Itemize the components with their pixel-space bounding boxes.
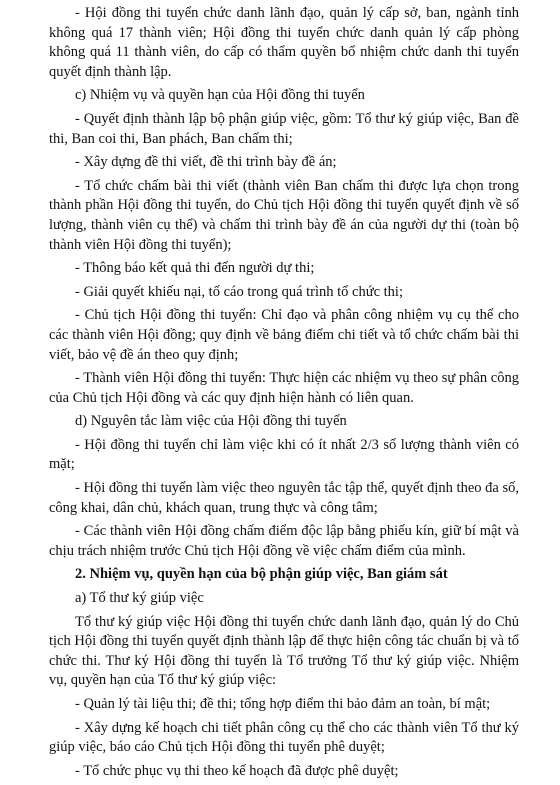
subsection-heading: d) Nguyên tắc làm việc của Hội đồng thi tuyển xyxy=(75,413,347,430)
subsection-heading: c) Nhiệm vụ và quyền hạn của Hội đồng thi tuyển xyxy=(75,87,365,104)
document-page xyxy=(49,4,519,785)
paragraph: - Các thành viên Hội đồng chấm điểm độc lập bằng phiếu kín, giữ bí mật và chịu trách nhiệm trước Chủ tịch Hội đồng về việc chấm điểm của mình. xyxy=(49,523,519,559)
paragraph: - Hội đồng thi tuyển chỉ làm việc khi có ít nhất 2/3 số lượng thành viên có mặt; xyxy=(49,436,519,473)
paragraph: - Hội đồng thi tuyển làm việc theo nguyên tắc tập thể, quyết định theo đa số, công khai, dân chủ, khách quan, trung thực và công tâm; xyxy=(49,480,519,516)
paragraph: - Xây dựng đề thi viết, đề thi trình bày đề án; xyxy=(75,154,337,171)
paragraph: - Thông báo kết quả thi đến người dự thi; xyxy=(75,260,315,277)
subsection-heading: a) Tổ thư ký giúp việc xyxy=(75,590,204,607)
paragraph: - Quyết định thành lập bộ phận giúp việc, gồm: Tổ thư ký giúp việc, Ban đề thi, Ban coi thi, Ban phách, Ban chấm thi; xyxy=(49,110,519,147)
paragraph: Tổ thư ký giúp việc Hội đồng thi tuyển chức danh lãnh đạo, quản lý do Chủ tịch Hội đồng thi tuyển quyết định thành lập để thực hiện công tác chuẩn bị và tổ chức thi. Thư ký Hội đồng thi tuyển là Tổ trưởng Tổ thư ký giúp việc. Nhiệm vụ, quyền hạn của Tổ thư ký giúp việc: xyxy=(49,613,519,689)
paragraph: - Tổ chức chấm bài thi viết (thành viên Ban chấm thi được lựa chọn trong thành phần Hội đồng thi tuyển, do Chủ tịch Hội đồng thi tuyển quyết định về số lượng, thành viên cụ thể) và chấm thi trình bày đề án của người dự thi (toàn bộ thành viên Hội đồng thi tuyển); xyxy=(49,177,519,253)
paragraph: - Tổ chức phục vụ thi theo kế hoạch đã được phê duyệt; xyxy=(75,762,399,779)
paragraph: - Giải quyết khiếu nại, tố cáo trong quá trình tổ chức thi; xyxy=(75,283,403,300)
section-heading: 2. Nhiệm vụ, quyền hạn của bộ phận giúp việc, Ban giám sát xyxy=(75,566,448,583)
paragraph: - Xây dựng kế hoạch chi tiết phân công cụ thể cho các thành viên Tổ thư ký giúp việc, báo cáo Chủ tịch Hội đồng thi tuyển phê duyệt; xyxy=(49,719,519,756)
paragraph: - Quản lý tài liệu thi; đề thi; tổng hợp điểm thi bảo đảm an toàn, bí mật; xyxy=(75,696,491,712)
paragraph: - Thành viên Hội đồng thi tuyển: Thực hiện các nhiệm vụ theo sự phân công của Chủ tịch Hội đồng và các quy định hiện hành có liên quan. xyxy=(49,370,519,406)
paragraph: - Hội đồng thi tuyển chức danh lãnh đạo, quản lý cấp sở, ban, ngành tỉnh không quá 17 thành viên; Hội đồng thi tuyển chức danh quản lý cấp phòng không quá 11 thành viên, do cấp có thẩm quyền bổ nhiệm chức danh thi tuyển quyết định thành lập. xyxy=(49,5,519,80)
paragraph: - Chủ tịch Hội đồng thi tuyển: Chỉ đạo và phân công nhiệm vụ cụ thể cho các thành viên Hội đồng; quy định về bảng điểm chi tiết và tổ chức chấm bài thi viết, bảo vệ đề án theo quy định; xyxy=(49,307,519,363)
